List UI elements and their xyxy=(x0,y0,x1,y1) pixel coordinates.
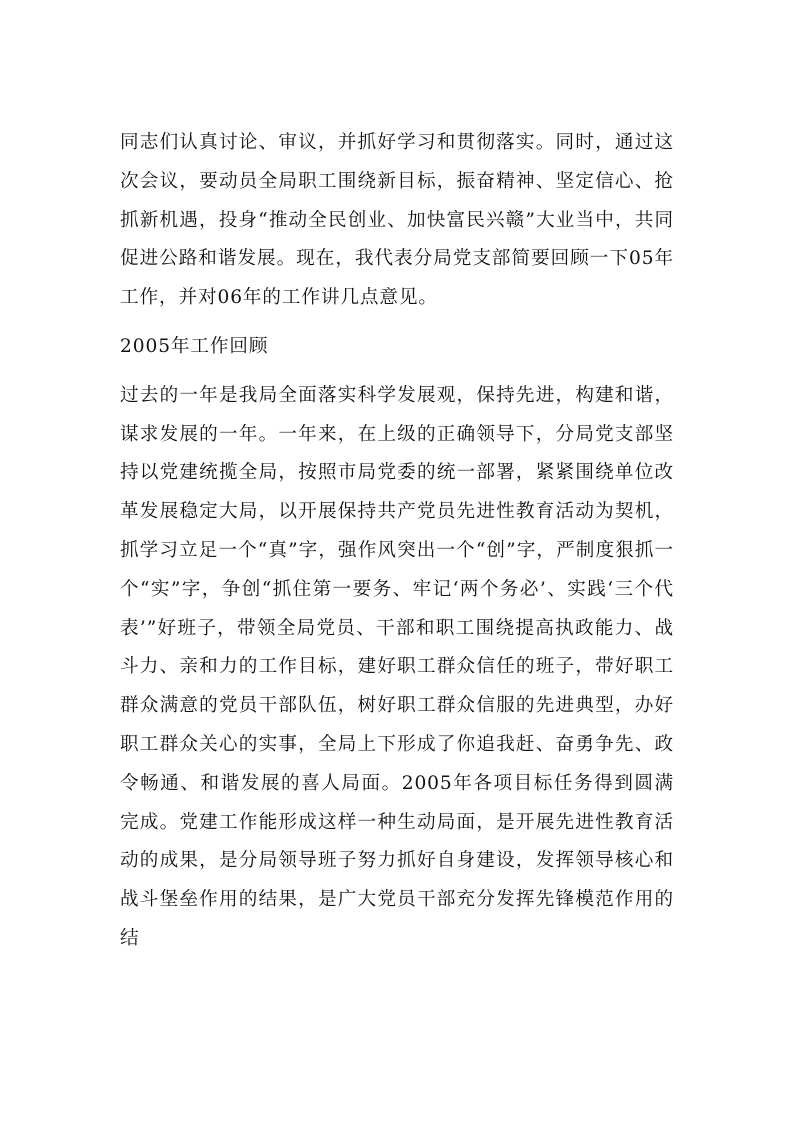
intro-paragraph: 同志们认真讨论、审议，并抓好学习和贯彻落实。同时，通过这次会议，要动员全局职工围绕新目标，振奋精神、坚定信心、抢抓新机遇，投身“推动全民创业、加快富民兴赣”大业当中，共同促进公路和谐发展。现在，我代表分局党支部简要回顾一下05年工作，并对06年的工作讲几点意见。 xyxy=(120,132,674,309)
review-paragraph: 过去的一年是我局全面落实科学发展观，保持先进，构建和谐，谋求发展的一年。一年来，在上级的正确领导下，分局党支部坚持以党建统揽全局，按照市局党委的统一部署，紧紧围绕单位改革发展稳定大局，以开展保持共产党员先进性教育活动为契机，抓学习立足一个“真”字，强作风突出一个“创”字，严制度狠抓一个“实”字，争创“抓住第一要务、牢记‘两个务必’、实践‘三个代表’”好班子，带领全局党员、干部和职工围绕提高执政能力、战斗力、亲和力的工作目标，建好职工群众信任的班子，带好职工群众满意的党员干部队伍，树好职工群众信服的先进典型，办好职工群众关心的实事，全局上下形成了你追我赶、奋勇争先、政令畅通、和谐发展的喜人局面。2005年各项目标任务得到圆满完成。党建工作能形成这样一种生动局面，是开展先进性教育活动的成果，是分局领导班子努力抓好自身建设，发挥领导核心和战斗堡垒作用的结果，是广大党员干部充分发挥先锋模范作用的结 xyxy=(120,384,674,949)
document-body xyxy=(120,124,674,959)
section-heading: 2005年工作回顾 xyxy=(120,335,269,357)
